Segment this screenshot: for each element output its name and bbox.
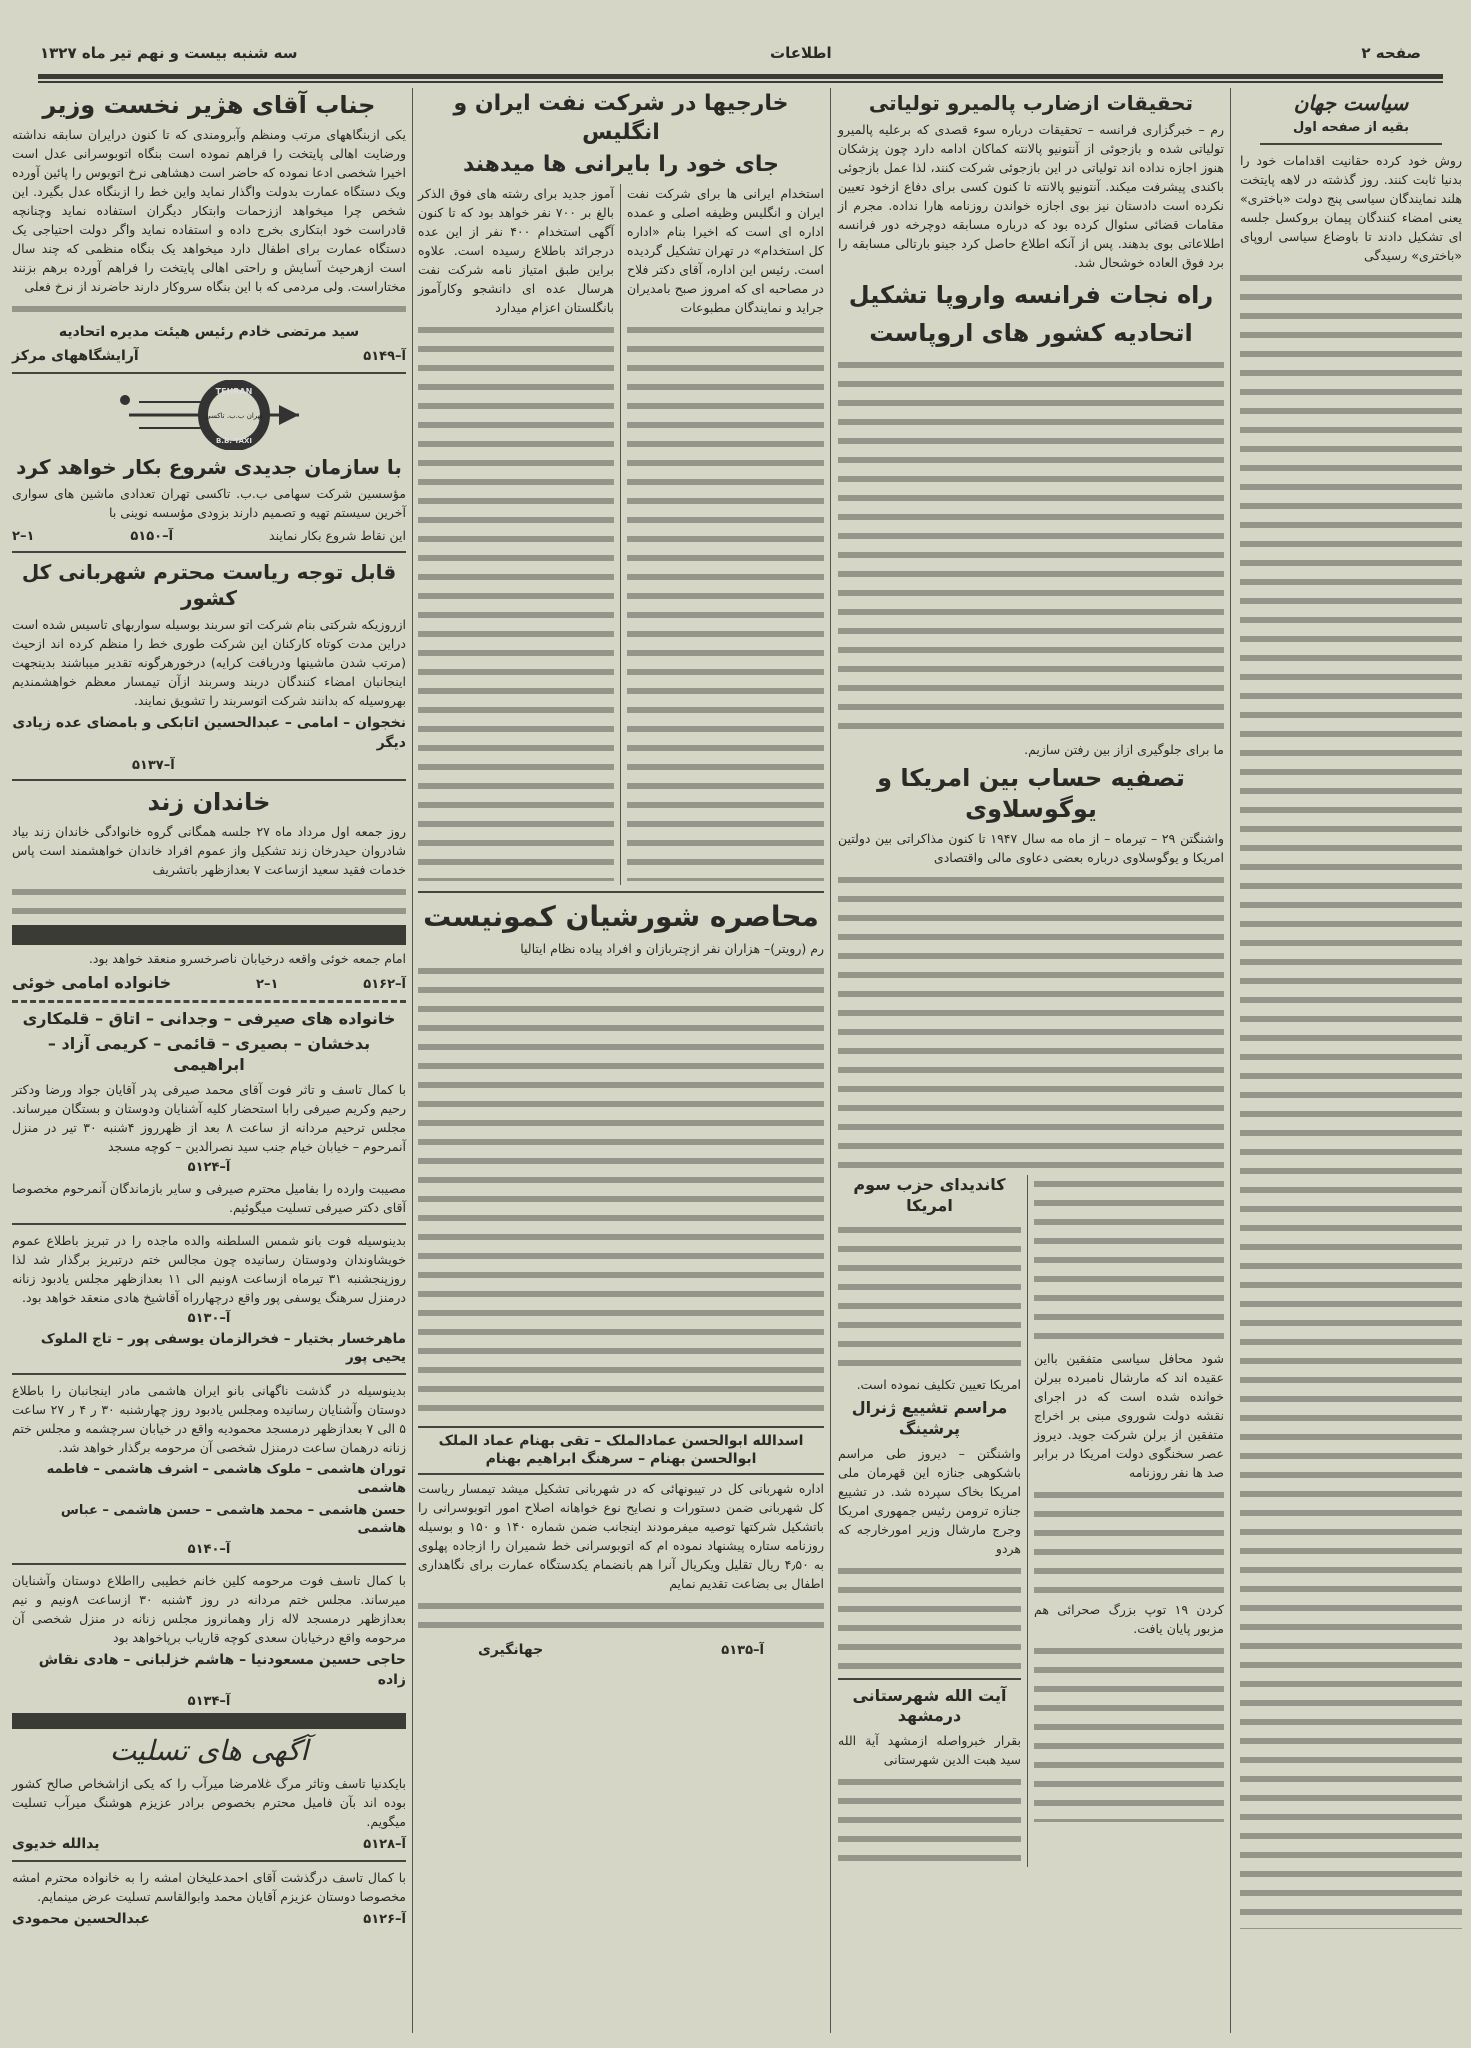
ad-code: آ–۵۱۳۴ [187, 1694, 231, 1710]
divider [12, 372, 406, 374]
article-body-continued [627, 321, 824, 881]
article-ending: کردن ۱۹ توپ بزرگ صحرائی هم مزبور پایان یافت. [1034, 1602, 1224, 1637]
article-body: استخدام ایرانی ها برای شرکت نفت ایران و انگلیس وظیفه اصلی و عمده اداره ای است که اخیرا بنام «اداره کل استخدام» در تهران تشکیل گردیده است. رئیس این اداره، آقای دکتر فلاح در مصاحبه ای که امروز صبح بامدیران جراید و نمایندگان مطبوعات [627, 185, 824, 315]
divider [1260, 143, 1442, 145]
headline: آیت الله شهرستانی درمشهد [852, 1685, 1007, 1726]
bb-taxi-logo [109, 380, 309, 450]
article-body: رم (رویتر)– هزاران نفر ازچتربازان و افراد پیاده نظام ایتالیا [520, 941, 824, 957]
ad-code: آ–۵۱۴۹ [363, 348, 406, 364]
divider [12, 1373, 406, 1375]
signature-line-2: حسن هاشمی – محمد هاشمی – حسن هاشمی – عباس هاشمی [60, 1502, 406, 1536]
ad-code: آ–۵۱۳۰ [187, 1310, 231, 1326]
article-body-continued [838, 1773, 1021, 1863]
headline: قابل توجه ریاست محترم شهربانی کل کشور [21, 560, 397, 611]
signature-row [12, 347, 406, 367]
article-ending-row [12, 526, 406, 545]
logo-text: تهران ب.ب. تاکسی [205, 412, 263, 421]
ads-column [12, 90, 406, 1934]
signature: جهانگیری [478, 1641, 544, 1658]
article-body: روش خود کرده حقانیت اقدامات خود را بدنیا ثابت کنند. روز گذشته در لاهه پایتخت هلند نمایندگان سیاسی پنج دولت «باختری» یعنی امضاء کنندگان پیمان بروکسل جلسه ای تشکیل دادند تا باوضاع سیاسی اروپای «باختری» رسیدگی [1240, 152, 1462, 263]
article-body: بقرار خبرواصله ازمشهد آیة الله سید هبت الدین شهرستانی [838, 1733, 1021, 1768]
article-body: با کمال تاسف فوت مرحومه کلین خانم خطیبی رااطلاع دوستان وآشنایان میرساند. مجلس ختم مردانه در روز ۴شنبه ۳۰ ازساعت ۸ونیم و نیم بعدازظهر درمسجد لاله زار وهمانروز مجلس زنانه در منزل شخصی آن مرحومه واقع درخیابان سعدی کوچه قاریاب برپاخواهد بود [12, 1573, 406, 1646]
split-columns [418, 184, 824, 885]
headline: تصفیه حساب بین امریکا و یوگوسلاوی [877, 764, 1185, 824]
news-column-2 [418, 90, 824, 1664]
signature: حاجی حسین مسعودنیا – هاشم خزلبانی – هادی نقاش زاده [38, 1652, 406, 1688]
divider [12, 1000, 406, 1003]
article-body: رم – خبرگزاری فرانسه – تحقیقات درباره سوء قصدی که برعلیه پالمیرو تولیاتی شده و بازجوئی از آنتونیو پالانته کماکان ادامه دارد چون پزشکان هنوز اجازه نداده اند تولیاتی در این بازجوئی شرکت کنند، لذا عمل بازجوئی باکندی پیشرفت میکند. آنتونیو پالانته تا کنون کسی برای دفاع ازخود تعیین نکرده است دادستان نیز بوی اجازه خواندن روزنامه هارا نداده. مجرم از مقامات قضائی سئوال کرده بود که درباره مسابقه دوچرخه دور فرانسه اطلاعاتی بوی بدهند. پس از آنکه اطلاع حاصل کرد جینو بارتالی مسابقه را برد فوق العاده خوشحال شد. [838, 122, 1224, 270]
column-divider [830, 88, 831, 2033]
newspaper-name: اطلاعات [770, 44, 832, 62]
article-body-continued [12, 883, 406, 921]
headline: خارجیها در شرکت نفت ایران و انگلیس [453, 91, 789, 145]
article-body: مصیبت وارده را بفامیل محترم صیرفی و سایر بازماندگان آنمرحوم مخصوصا آقای دکتر صیرفی تسلیت میگوئیم. [12, 1180, 406, 1215]
ad-code: ۱–۲ [12, 529, 35, 545]
names-line: اسدالله ابوالحسن عمادالملک – تقی بهنام عماد الملک [438, 1433, 804, 1450]
issue-date: سه شنبه بیست و نهم تیر ماه ۱۳۲۷ [40, 44, 298, 62]
signature-row [12, 972, 406, 994]
news-column-3 [838, 90, 1224, 1871]
signature: عبدالحسین محمودی [12, 1911, 150, 1928]
article-body: بدینوسیله در گذشت ناگهانی بانو ایران هاشمی مادر اینجانبان را باطلاع دوستان وآشنایان رسانیده ومجلس یادبود روز چهارشنبه ۳۰ ر ۴ ر ۲۷ ساعت ۵ الی ۷ بعدازظهر درمسجد محمودیه واقع در خیابان سرچشمه و مجلس ختم زنانه درهمان ساعت درمنزل شخصی آن مرحومه برگذار خواهد شد. [12, 1383, 406, 1456]
ad-code: آ–۵۱۲۸ [363, 1836, 406, 1852]
headline: خانواده های صیرفی – وجدانی – اتاق – قلمکاری [22, 1009, 396, 1029]
article-body [838, 1221, 1021, 1371]
column-divider [412, 88, 413, 2033]
headline-line-2: بدخشان – بصیری – قائمی – کریمی آزاد – ابراهیمی [47, 1033, 371, 1074]
condolence-section-title: آگهی های تسلیت [109, 1734, 309, 1768]
logo-text: B.B. TAXI [215, 437, 253, 446]
signature: خانواده امامی خوئی [12, 972, 172, 992]
signature: توران هاشمی – ملوک هاشمی – اشرف هاشمی – فاطمه هاشمی [46, 1462, 406, 1496]
signature-row [12, 1835, 406, 1855]
logo-text: TEHRAN [215, 387, 253, 397]
article-body-continued [1034, 1642, 1224, 1822]
headline: تحقیقات ازضارب پالمیرو تولیاتی [868, 91, 1194, 115]
article-body: واشنگتن – دیروز طی مراسم باشکوهی جنازه این قهرمان ملی امریکا بخاک سپرده شد. در تشییع جنازه ترومن رئیس جمهوری امریکا وجرج مارشال وزیر امورخارجه که هردو [838, 1445, 1021, 1556]
article-body: شود محافل سیاسی متفقین بااین عقیده اند که مارشال نامبرده ببرلن خوانده شده است که در اجرای نقشه دولت شوروی مبنی بر اخراج متفقین از برلن شرکت جوید. دیروز عصر سخنگوی دولت امریکا در برابر صد ها نفر روزنامه [1034, 1351, 1224, 1481]
signature-row [418, 1641, 824, 1661]
article-body: مؤسسین شرکت سهامی ب.ب. تاکسی تهران تعدادی ماشین های سواری آخرین سیستم تهیه و تصمیم دارند بزودی مؤسسه نوینی با [12, 486, 406, 521]
article-body: ازروزیکه شرکتی بنام شرکت اتو سربند بوسیله سواربهای تاسیس شده است دراین مدت کوتاه کارکنان این شرکت طوری خط را منظم کرده اند ازحیث (مرتب شدن ماشینها ودریافت کرایه) درخورهرگونه تقدیر میباشند بدینجهت اینجانبان امضاء کنندگان دربند وسربند ازآن تیمسار معظم خواهشمندیم بهروسیله که بدانند شرکت اتوسربند را تشویق نمایند. [12, 617, 406, 709]
ad-code: آ–۵۱۳۵ [721, 1642, 764, 1658]
divider [418, 891, 824, 893]
sub-column-right [1028, 1175, 1224, 1826]
condolence-body: با کمال تاسف درگذشت آقای احمدعلیخان امشه را به خانواده محترم امشه مخصوصا دوستان عزیزم آقایان محمد وابوالقاسم تسلیت عرض مینمایم. [12, 1870, 406, 1905]
signature: یدالله خدیوی [12, 1835, 100, 1852]
ad-code: آ–۵۱۴۰ [187, 1542, 231, 1558]
ad-code: ۱–۲ [256, 976, 279, 992]
page-number: صفحه ۲ [1361, 44, 1421, 62]
column-subtitle: بقیه از صفحه اول [1293, 120, 1409, 135]
sub-column-right [621, 184, 824, 885]
article-body-continued [838, 1562, 1021, 1672]
article-body-continued [1240, 269, 1462, 1929]
names-box [418, 1426, 824, 1474]
split-columns [838, 1175, 1224, 1867]
article-body-continued [418, 962, 824, 1422]
divider [12, 779, 406, 781]
headline: راه نجات فرانسه واروپا تشکیل اتحادیه کشور های اروپاست [848, 281, 1214, 347]
signature: نخجوان – امامی – عبدالحسین اتابکی و بامضای عده زیادی دیگر [12, 715, 406, 751]
article-body: یکی ازبنگاههای مرتب ومنظم وآبرومندی که تا کنون درایران سابقه نداشته ورضایت اهالی پایتخت را فراهم نموده است بنگاه اتوبوسرانی عدل است اخیرا شخصی ادعا نموده که حاضر است دهشاهی نرخ اتوبوس را پائین آورده ویک دستگاه عمارت بدولت واگذار نماید واین خط را ازبنگاه عدل بگیرد. این شخص چرا میخواهد اززحمات وابتکار دیگران استفاده نماید وچنانچه قادراست خود ابتکاری بخرج داده و استفاده نماید واگر دولت احتیاجی یک دستگاه عمارت برای اطفال دارد میخواهد یک بنگاه منظمی که چند سال است ازهرحیث آسایش و راحتی اهالی پایتخت را فراهم آورده برهم بزنند مختاراست. ولی مردمی که با این بنگاه سروکار دارند حاضرند از نرخ فعلی [12, 127, 406, 295]
headline: جناب آقای هژیر نخست وزیر [42, 91, 376, 119]
article-body-continued [418, 321, 614, 881]
article-body: واشنگتن ۲۹ – تیرماه – از ماه مه سال ۱۹۴۷ تا کنون مذاکراتی بین دولتین امریکا و یوگوسلاوی درباره بعضی دعاوی مالی واقتصادی [838, 831, 1225, 866]
divider [12, 551, 406, 553]
article-ending: امریکا تعیین تکلیف نموده است. [856, 1376, 1021, 1392]
masthead-rule [38, 74, 1443, 83]
ad-code: آ–۵۱۳۷ [132, 757, 175, 773]
column-title: سیاست جهان [1293, 91, 1409, 115]
article-body [1034, 1175, 1224, 1345]
signature: ماهرخسار بختیار – فخرالزمان یوسفی پور – تاج الملوک یحیی پور [40, 1330, 406, 1366]
ad-code: آ–۵۱۵۰ [130, 529, 174, 545]
article-body: آموز جدید برای رشته های فوق الذکر بالغ بر ۷۰۰ نفر خواهد بود که تا کنون آگهی استخدام ۴۰۰ نفر از این عده درجرائد باطلاع رسیده است. علاوه براین طبق امتیاز نامه شرکت نفت هرسال عده ای دانشجو وکارآموز بانگلستان اعزام میدارد [418, 185, 615, 315]
sub-column-left [838, 1175, 1028, 1867]
headline: محاصره شورشیان کمونیست [423, 899, 819, 933]
divider [12, 1563, 406, 1565]
article-body: بدینوسیله فوت بانو شمس السلطنه والده ماجده را در تبریز باطلاع عموم خویشاوندان ودوستان رسانیده چون مجالس ختم درتبریز برگذار شد لذا روزپنجشنبه ۳۱ تیرماه ازساعت ۸ونیم الی ۱۱ بعدازظهر مجلس یادبود زنانه درمنزل سرهنگ یوسفی پور واقع درچهارراه آقاشیخ هادی منعقد خواهد بود. [12, 1232, 406, 1305]
signature: سید مرتضی خادم رئیس هیئت مدیره اتحادیه [58, 324, 360, 341]
black-band [12, 1713, 406, 1729]
article-body-continued [12, 300, 406, 319]
headline: با سازمان جدیدی شروع بکار خواهد کرد [16, 455, 402, 480]
article-body: روز جمعه اول مرداد ماه ۲۷ جلسه همگانی گروه خانوادگی خاندان زند بیاد شادروان حیدرخان زند تشکیل واز عموم افراد خاندان خواهشمند است پاس خدمات فقید سعید ازساعت ۷ بعدازظهر باتشریف [12, 823, 406, 877]
article-ending: این نقاط شروع بکار نمایند [269, 528, 406, 544]
article-body: با کمال تاسف و تاثر فوت آقای محمد صیرفی پدر آقایان جواد ورضا ودکتر رحیم وکریم صیرفی رابا استحضار کلیه آشنایان ودوستان و بستگان میرساند. مجلس ترحیم مردانه از ساعت ۸ بعد از ظهرروز ۴شنبه ۳۰ تیر در منزل آنمرحوم – خیابان خیام جنب سید نصرالدین – کوچه مسجد [12, 1081, 406, 1154]
headline: کاندیدای حزب سوم امریکا [853, 1175, 1006, 1216]
sub-column-left [418, 184, 621, 885]
article-body: اداره شهربانی کل در تیبونهائی که در شهربانی تشکیل میشد تیمسار ریاست کل شهربانی ضمن دستورات و نصایح نوع خواهانه اصلاح امور اتوبوسرانی را باتشکیل شرکتها توصیه میفرمودند اینجانب ضمن شماره ۱۴۰ و ۱۵۰ و بوسیله روزنامه ستاره پیشنهاد نموده ام که اتوبوسرانی خط شمیران را ازجاده پهلوی به ۴٫۵۰ ریال تقلیل ویکریال آنرا هم بانضمام یکدستگاه عمارت برای نگاهداری اطفال بی بضاعت تقدیم نمایم [418, 1480, 824, 1591]
column-divider [1230, 88, 1231, 2033]
signature-row [12, 1910, 406, 1930]
headline: خاندان زند [147, 787, 271, 816]
divider [12, 1860, 406, 1862]
names-line: ابوالحسن بهنام – سرهنگ ابراهیم بهنام [485, 1451, 757, 1468]
world-politics-column [1240, 90, 1462, 1933]
headline-line-2: جای خود را بایرانی ها میدهند [462, 152, 779, 178]
divider [12, 1223, 406, 1225]
article-body [838, 356, 1224, 736]
black-band [12, 925, 406, 945]
ad-code: آ–۵۱۲۶ [363, 1912, 406, 1928]
article-body-continued [418, 1597, 824, 1637]
signature-line-2: آرایشگاههای مرکز [12, 347, 139, 364]
article-body-continued [1034, 1486, 1224, 1596]
article-ending: امام جمعه خوئی واقعه درخیابان ناصرخسرو منعقد خواهد بود. [88, 950, 406, 966]
ad-code: آ–۵۱۶۲ [363, 976, 406, 992]
divider [838, 1678, 1021, 1680]
article-body-continued [838, 871, 1224, 1171]
ad-code: آ–۵۱۲۴ [187, 1159, 231, 1175]
article-ending: ما برای جلوگیری ازاز بین رفتن سازیم. [1024, 742, 1224, 757]
condolence-body: بایکدنیا تاسف وتاثر مرگ غلامرضا میرآب را که یکی ازاشخاص صالح کشور بوده اند بآن فامیل محترم بخصوص برادر عزیزم هوشنگ میرآب تسلیت میگویم. [12, 1775, 406, 1829]
headline: مراسم تشییع ژنرال پرشینگ [851, 1397, 1008, 1438]
